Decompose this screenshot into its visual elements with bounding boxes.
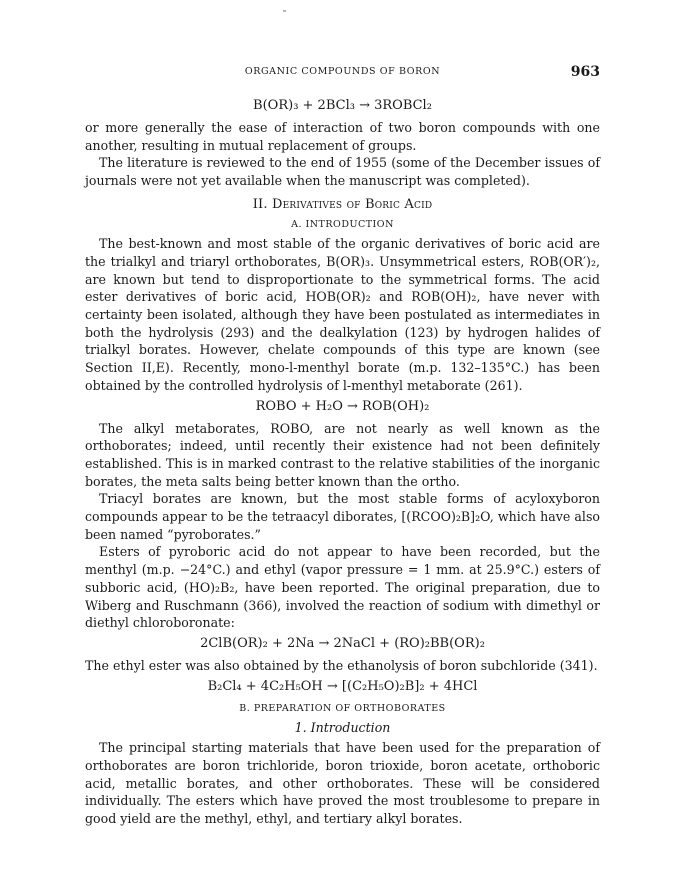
paragraph-7: The ethyl ester was also obtained by the ethanolysis of boron subchloride (341). (85, 657, 598, 673)
equation-1: B(OR)₃ + 2BCl₃ → 3ROBCl₂ (253, 98, 432, 113)
page-header (85, 66, 600, 84)
page-number: 963 (570, 64, 600, 80)
paragraph-2: The literature is reviewed to the end of 1955 (some of the December issues of journals were not yet available when the manuscript was completed). (85, 155, 600, 189)
equation-2: ROBO + H₂O → ROB(OH)₂ (255, 398, 430, 414)
paragraph-6: Esters of pyroboric acid do not appear to have been recorded, but the menthyl (m.p. −24°C.) and ethyl (vapor pressure = 1 mm. at 25.9°C.) esters of subboric acid, (HO)₂B₂, have been reported. The original preparation, due to Wiberg and Ruschmann (366), involved the reaction of sodium with dimethyl or diethyl chloroboronate: (85, 544, 600, 631)
section-heading: II. Derivatives of Boric Acid (252, 196, 433, 212)
equation-4: B₂Cl₄ + 4C₂H₅OH → [(C₂H₅O)₂B]₂ + 4HCl (207, 678, 478, 694)
equation-3: 2ClB(OR)₂ + 2Na → 2NaCl + (RO)₂BB(OR)₂ (200, 635, 485, 651)
scan-mark (283, 10, 286, 12)
subsubsection-heading: 1. Introduction (294, 720, 391, 736)
paragraph-3: The best-known and most stable of the organic derivatives of boric acid are the trialkyl and triaryl orthoborates, B(OR)₃. Unsymmetrical esters, ROB(OR′)₂, are known but tend to disproportionate to the symmetrical forms. The acid ester derivatives of boric acid, HOB(OR)₂ and ROB(OH)₂, have never with certainty been isolated, although they have been postulated as intermediates in both the hydrolysis (293) and the dealkylation (123) by hydrogen halides of trialkyl borates. However, chelate compounds of this type are known (see Section II,E). Recently, mono-l-menthyl borate (m.p. 132–135°C.) has been obtained by the controlled hydrolysis of l-menthyl metaborate (261). (85, 236, 600, 393)
paragraph-1: or more generally the ease of interaction of two boron compounds with one another, resulting in mutual replacement of groups. (85, 120, 600, 153)
subsection-heading-b: B. PREPARATION OF ORTHOBORATES (239, 702, 446, 714)
paragraph-8: The principal starting materials that have been used for the preparation of orthoborates are boron trichloride, boron trioxide, boron acetate, orthoboric acid, metallic borates, and other orthoborates. These will be considered individually. The esters which have proved the most troublesome to prepare in good yield are the methyl, ethyl, and tertiary alkyl borates. (85, 740, 600, 826)
subsection-heading-a: A. INTRODUCTION (291, 218, 394, 230)
paragraph-4: The alkyl metaborates, ROBO, are not nearly as well known as the orthoborates; indeed, until recently their existence had not been definitely established. This is in marked contrast to the relative stabilities of the inorganic borates, the meta salts being better known than the ortho. (85, 420, 600, 489)
running-title: ORGANIC COMPOUNDS OF BORON (244, 66, 441, 77)
paragraph-5: Triacyl borates are known, but the most stable forms of acyloxyboron compounds appear to be the tetraacyl diborates, [(RCOO)₂B]₂O, which have also been named “pyroborates.” (85, 491, 600, 542)
body-text (85, 94, 600, 828)
